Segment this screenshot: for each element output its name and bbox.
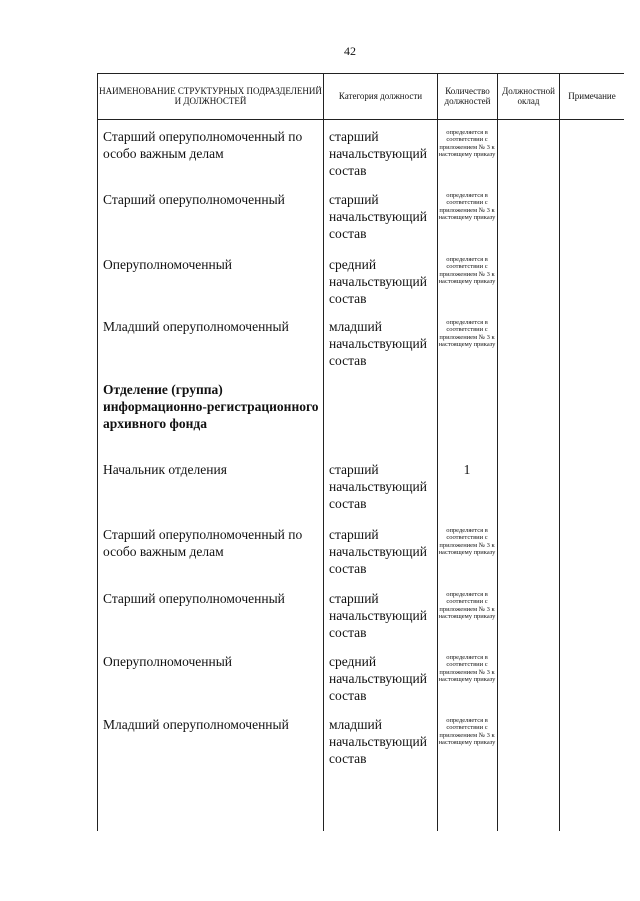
position-quantity: определяется в соответствии с приложением № 3 к настоящему приказу <box>438 129 496 159</box>
position-name: Оперуполномоченный <box>103 257 233 272</box>
position-category: младший начальствующий состав <box>329 319 427 368</box>
position-name: Старший оперуполномоченный по особо важным делам <box>103 129 303 161</box>
header-name: НАИМЕНОВАНИЕ СТРУКТУРНЫХ ПОДРАЗДЕЛЕНИЙ И ДОЛЖНОСТЕЙ <box>99 86 322 106</box>
position-quantity: определяется в соответствии с приложением № 3 к настоящему приказу <box>438 256 496 286</box>
position-category: старший начальствующий состав <box>329 129 427 178</box>
position-quantity: 1 <box>463 462 471 477</box>
table-border-left <box>97 73 98 831</box>
header-salary: Должностной оклад <box>502 86 555 106</box>
position-quantity: определяется в соответствии с приложением № 3 к настоящему приказу <box>438 654 496 684</box>
table-header-bottom-line <box>97 119 624 120</box>
position-category: старший начальствующий состав <box>329 527 427 576</box>
page-number: 42 <box>344 44 356 58</box>
position-category: старший начальствующий состав <box>329 591 427 640</box>
position-quantity: определяется в соответствии с приложением № 3 к настоящему приказу <box>438 591 496 621</box>
table-divider-salary-note <box>559 73 560 831</box>
table-divider-quantity-salary <box>497 73 498 831</box>
position-category: средний начальствующий состав <box>329 654 427 703</box>
position-name: Младший оперуполномоченный <box>103 717 289 732</box>
header-category: Категория должности <box>338 91 423 101</box>
position-quantity: определяется в соответствии с приложением № 3 к настоящему приказу <box>438 192 496 222</box>
position-name: Старший оперуполномоченный по особо важным делам <box>103 527 303 559</box>
position-name: Оперуполномоченный <box>103 654 233 669</box>
position-name: Старший оперуполномоченный <box>103 591 285 606</box>
position-name: Начальник отделения <box>103 462 227 477</box>
position-quantity: определяется в соответствии с приложением № 3 к настоящему приказу <box>438 527 496 557</box>
position-category: старший начальствующий состав <box>329 462 427 511</box>
position-quantity: определяется в соответствии с приложением № 3 к настоящему приказу <box>438 319 496 349</box>
position-category: средний начальствующий состав <box>329 257 427 306</box>
position-name: Младший оперуполномоченный <box>103 319 289 334</box>
position-name: Старший оперуполномоченный <box>103 192 285 207</box>
position-category: младший начальствующий состав <box>329 717 427 766</box>
header-quantity: Количество должностей <box>444 86 491 106</box>
position-quantity: определяется в соответствии с приложением № 3 к настоящему приказу <box>438 717 496 747</box>
position-category: старший начальствующий состав <box>329 192 427 241</box>
section-heading: Отделение (группа) информационно-регистрационного архивного фонда <box>103 382 319 431</box>
header-note: Примечание <box>568 91 616 101</box>
